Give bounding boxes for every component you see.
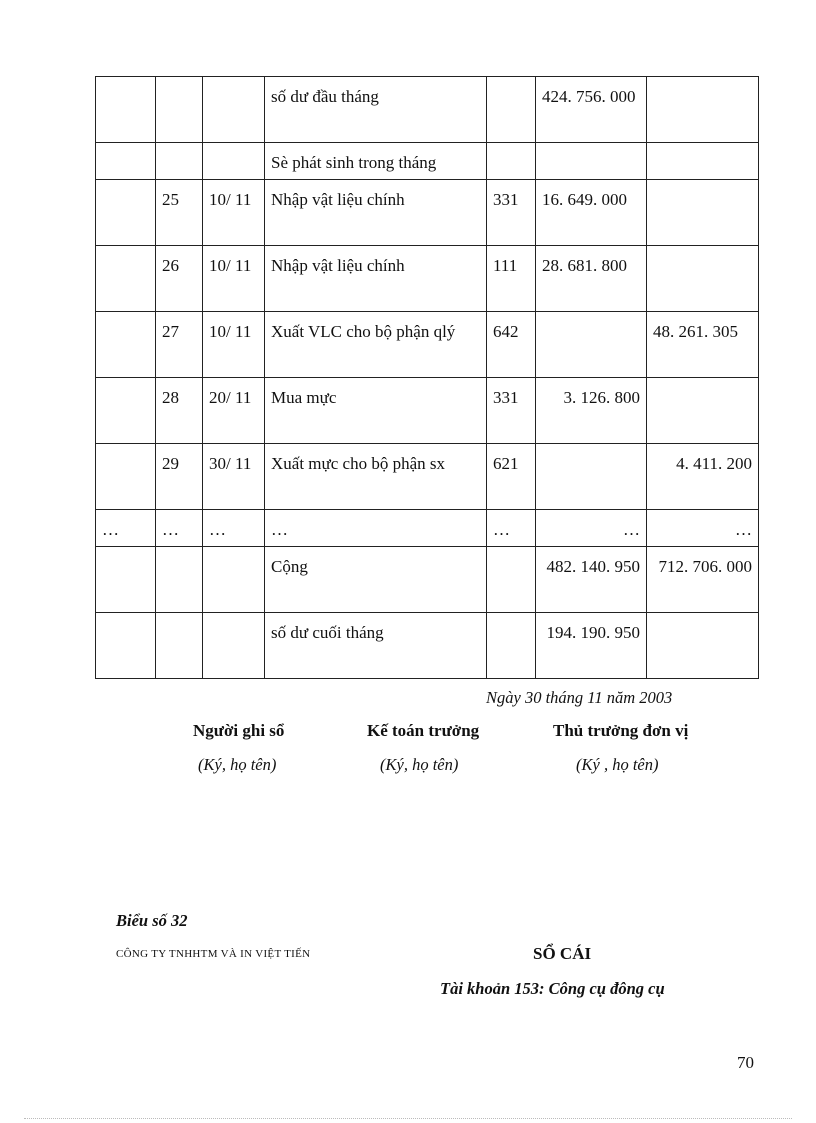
description-cell: Mua mực (265, 378, 487, 444)
credit-cell (647, 246, 759, 312)
description-cell: Xuất VLC cho bộ phận qlý (265, 312, 487, 378)
table-row (96, 143, 759, 180)
date-cell: 10/ 11 (203, 312, 265, 378)
doc-number-cell: 26 (156, 246, 203, 312)
ledger-title: SỔ CÁI (533, 944, 592, 963)
page-number: 70 (737, 1053, 754, 1072)
total-debit-cell: 482. 140. 950 (536, 547, 647, 613)
signature-note: (Ký, họ tên) (380, 755, 459, 774)
description-cell: số dư cuối tháng (265, 613, 487, 679)
table-row (96, 378, 759, 444)
doc-number-cell: 29 (156, 444, 203, 510)
description-cell: Xuất mực cho bộ phận sx (265, 444, 487, 510)
doc-number-cell: 28 (156, 378, 203, 444)
table-row (96, 444, 759, 510)
debit-cell (536, 312, 647, 378)
account-cell: 621 (487, 444, 536, 510)
date-cell: 10/ 11 (203, 180, 265, 246)
signature-role-recorder: Người ghi sổ (193, 721, 285, 740)
account-title: Tài khoản 153: Công cụ đông cụ (440, 979, 665, 998)
account-cell: 111 (487, 246, 536, 312)
signature-role-chief-accountant: Kế toán trưởng (367, 721, 480, 740)
debit-cell: 3. 126. 800 (536, 378, 647, 444)
account-cell: 642 (487, 312, 536, 378)
credit-cell: 4. 411. 200 (647, 444, 759, 510)
account-cell: 331 (487, 378, 536, 444)
table-row (96, 246, 759, 312)
date-cell: 30/ 11 (203, 444, 265, 510)
signature-date: Ngày 30 tháng 11 năm 2003 (486, 688, 673, 707)
signature-note: (Ký, họ tên) (198, 755, 277, 774)
table-row (96, 180, 759, 246)
table-row (96, 312, 759, 378)
ledger-table (95, 76, 759, 679)
debit-cell: 28. 681. 800 (536, 246, 647, 312)
date-cell: 20/ 11 (203, 378, 265, 444)
table-row (96, 613, 759, 679)
signature-note: (Ký , họ tên) (576, 755, 659, 774)
total-label-cell: Cộng (265, 547, 487, 613)
table-row: … … … … … … … (96, 510, 759, 547)
total-credit-cell: 712. 706. 000 (647, 547, 759, 613)
table-row (96, 547, 759, 613)
credit-cell (647, 180, 759, 246)
description-cell: số dư đầu tháng (265, 77, 487, 143)
description-cell: Sè phát sinh trong tháng (265, 143, 487, 180)
credit-cell: 48. 261. 305 (647, 312, 759, 378)
amount-cell: 424. 756. 000 (536, 77, 647, 143)
doc-number-cell: 27 (156, 312, 203, 378)
debit-cell (536, 444, 647, 510)
debit-cell: 16. 649. 000 (536, 180, 647, 246)
table-row (96, 77, 759, 143)
credit-cell (647, 378, 759, 444)
account-cell: 331 (487, 180, 536, 246)
closing-balance-cell: 194. 190. 950 (536, 613, 647, 679)
page-bottom-divider (24, 1118, 792, 1119)
signature-role-unit-head: Thủ trưởng đơn vị (553, 721, 689, 740)
company-name: CÔNG TY TNHHTM VÀ IN VIỆT TIẾN (116, 948, 311, 960)
description-cell: Nhập vật liệu chính (265, 180, 487, 246)
description-cell: Nhập vật liệu chính (265, 246, 487, 312)
form-number: Biểu số 32 (116, 911, 188, 930)
doc-number-cell: 25 (156, 180, 203, 246)
date-cell: 10/ 11 (203, 246, 265, 312)
